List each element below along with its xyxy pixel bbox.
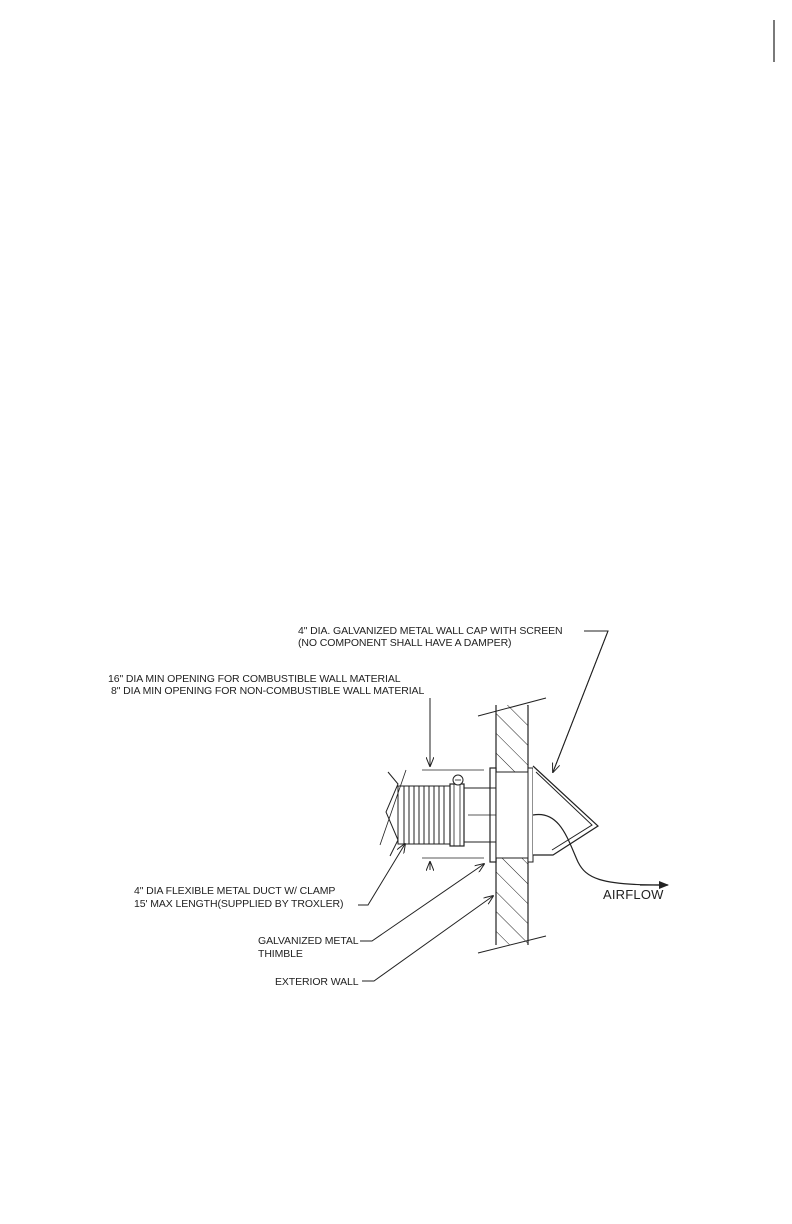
thimble-label-line1: GALVANIZED METAL	[258, 935, 359, 947]
wall-cap-label-line2: (NO COMPONENT SHALL HAVE A DAMPER)	[298, 637, 512, 649]
wall-cap-label-line1: 4" DIA. GALVANIZED METAL WALL CAP WITH SCREEN	[298, 625, 563, 637]
airflow-label: AIRFLOW	[603, 887, 664, 902]
duct-label-line2: 15' MAX LENGTH(SUPPLIED BY TROXLER)	[134, 898, 344, 910]
flexible-duct	[380, 770, 464, 856]
exterior-wall-label: EXTERIOR WALL	[275, 976, 359, 988]
wall-cap-hood	[528, 766, 668, 885]
duct-label-line1: 4" DIA FLEXIBLE METAL DUCT W/ CLAMP	[134, 885, 336, 897]
thimble-label-line2: THIMBLE	[258, 948, 303, 960]
opening-label-line2: 8" DIA MIN OPENING FOR NON-COMBUSTIBLE WALL MATERIAL	[111, 685, 425, 697]
opening-label-line1: 16" DIA MIN OPENING FOR COMBUSTIBLE WALL MATERIAL	[108, 673, 401, 685]
